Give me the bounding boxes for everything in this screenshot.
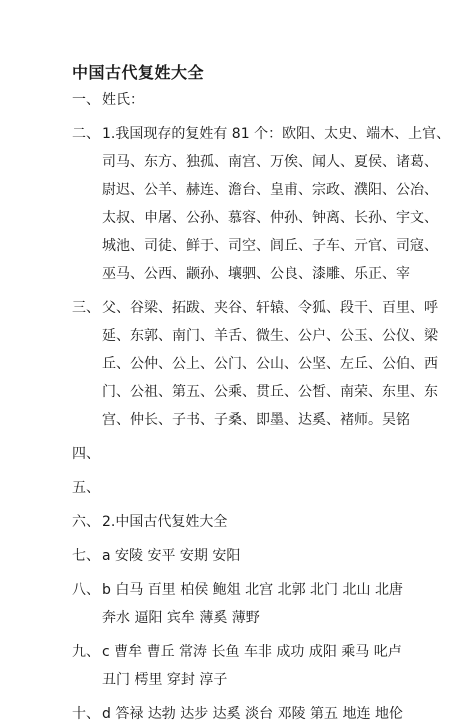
item-number: 十、 <box>72 706 100 722</box>
item-text <box>102 440 412 468</box>
item-text-line: a 安陵 安平 安期 安阳 <box>102 548 241 564</box>
item-text <box>102 508 412 536</box>
item-number: 二、 <box>72 126 100 142</box>
item-text-line: 奔水 逼阳 宾牟 薄奚 薄野 <box>102 610 260 626</box>
item-text-line: 尉迟、公羊、赫连、澹台、皇甫、宗政、濮阳、公冶、 <box>102 182 438 198</box>
item-text-line: 延、东郭、南门、羊舌、微生、公户、公玉、公仪、梁 <box>102 328 438 344</box>
item-text-line: 1.我国现存的复姓有 81 个：欧阳、太史、端木、上官、 <box>102 126 451 142</box>
item-text <box>102 86 412 114</box>
item-number: 三、 <box>72 300 100 316</box>
item-text <box>102 638 412 694</box>
item-number: 九、 <box>72 644 100 660</box>
item-text-line: 宫、仲长、子书、子桑、即墨、达奚、褚师。吴铭 <box>102 412 410 428</box>
item-text-line: 2.中国古代复姓大全 <box>102 514 228 530</box>
item-number: 八、 <box>72 582 100 598</box>
item-text <box>102 294 438 434</box>
item-text <box>102 542 412 570</box>
item-text-line: b 白马 百里 柏侯 鲍俎 北宫 北郭 北门 北山 北唐 <box>102 582 403 598</box>
item-number: 六、 <box>72 514 100 530</box>
item-text-line: 门、公祖、第五、公乘、贯丘、公皙、南荣、东里、东 <box>102 384 438 400</box>
document-title: 中国古代复姓大全 <box>72 63 205 82</box>
item-text-line <box>102 440 412 468</box>
item-number: 一、 <box>72 92 100 108</box>
item-text-line: 太叔、申屠、公孙、慕容、仲孙、钟离、长孙、宇文、 <box>102 210 438 226</box>
item-text-line: 城池、司徒、鲜于、司空、闾丘、子车、亓官、司寇、 <box>102 238 438 254</box>
item-number: 七、 <box>72 548 100 564</box>
item-number: 四、 <box>72 446 100 462</box>
item-text-line: d 答禄 达勃 达步 达奚 淡台 邓陵 第五 地连 地伦 <box>102 706 403 722</box>
item-text-line <box>102 474 412 502</box>
item-text <box>102 700 412 728</box>
item-text-line: 司马、东方、独孤、南宫、万俟、闻人、夏侯、诸葛、 <box>102 154 438 170</box>
item-text-line: 父、谷梁、拓跋、夹谷、轩辕、令狐、段干、百里、呼 <box>102 300 438 316</box>
item-text <box>102 120 451 288</box>
item-text-line: c 曹牟 曹丘 常涛 长鱼 车非 成功 成阳 乘马 叱卢 <box>102 644 402 660</box>
item-text-line: 姓氏： <box>102 92 144 108</box>
item-text-line: 巫马、公西、颛孙、壤驷、公良、漆雕、乐正、宰 <box>102 266 410 282</box>
item-text-line: 丑门 樗里 穿封 淳子 <box>102 672 228 688</box>
item-text <box>102 474 412 502</box>
item-number: 五、 <box>72 480 100 496</box>
item-text <box>102 576 412 632</box>
item-text-line: 丘、公仲、公上、公门、公山、公坚、左丘、公伯、西 <box>102 356 438 372</box>
